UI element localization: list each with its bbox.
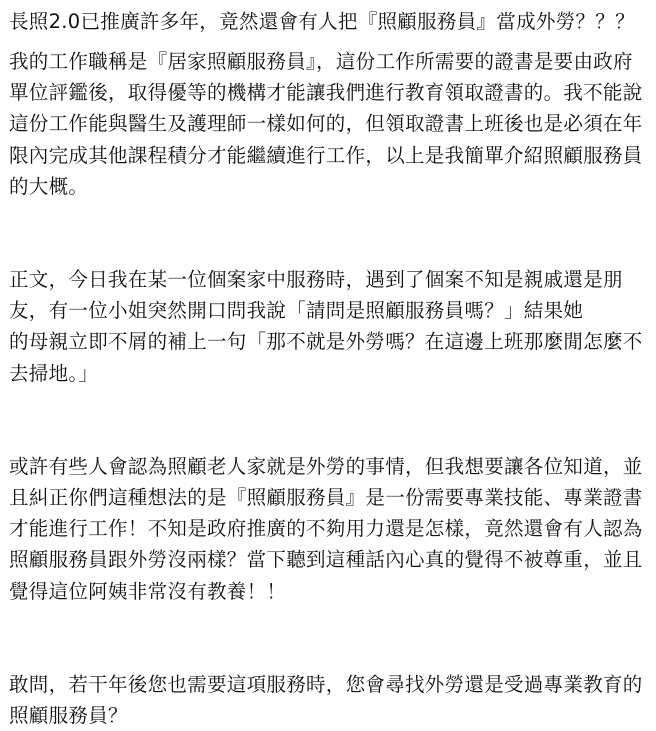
text-line: 我的工作職稱是『居家照顧服務員』，這份工作所需要的證書是要由政府 [9,50,633,73]
text-line: 去掃地。」 [9,361,99,385]
paragraph-closing-question [9,669,646,731]
text-line: 正文，今日我在某一位個案家中服務時，遇到了個案不知是親戚還是朋 [9,268,623,292]
text-line: 才能進行工作！不知是政府推廣的不夠用力還是怎樣，竟然還會有人認為 [9,517,643,541]
text-line: 單位評鑑後，取得優等的機構才能讓我們進行教育領取證書的。我不能說 [9,81,643,105]
paragraph-argument [9,451,646,607]
text-line: 的大概。 [9,174,89,198]
paragraph-spacer [9,389,646,451]
text-line: 敢問，若干年後您也需要這項服務時，您會尋找外勞還是受過專業教育的 [9,672,643,696]
text-line: 且糾正你們這種想法的是『照顧服務員』是一份需要專業技能、專業證書 [9,486,643,510]
text-line: 友，有一位小姐突然開口問我說「請問是照顧服務員嗎？」結果她 [9,299,584,323]
paragraph-spacer [9,202,646,264]
text-line: 照顧服務員？ [9,704,128,728]
text-line: 照顧服務員跟外勞沒兩樣？當下聽到這種話內心真的覺得不被尊重，並且 [9,548,643,572]
text-line: 覺得這位阿姨非常沒有教養！！ [9,579,287,603]
paragraph-intro [9,46,646,202]
document-title: 長照2.0已推廣許多年，竟然還會有人把『照顧服務員』當成外勞？？？ [9,10,635,33]
text-line: 限內完成其他課程積分才能繼續進行工作，以上是我簡單介紹照顧服務員 [9,143,643,167]
paragraph-incident [9,264,646,389]
text-line: 或許有些人會認為照顧老人家就是外勞的事情，但我想要讓各位知道，並 [9,454,643,478]
text-line: 這份工作能與醫生及護理師一樣如何的，但領取證書上班後也是必須在年 [9,112,643,136]
paragraph-spacer [9,607,646,669]
text-line: 的母親立即不屑的補上一句「那不就是外勞嗎？在這邊上班那麼閒怎麼不 [9,330,643,354]
